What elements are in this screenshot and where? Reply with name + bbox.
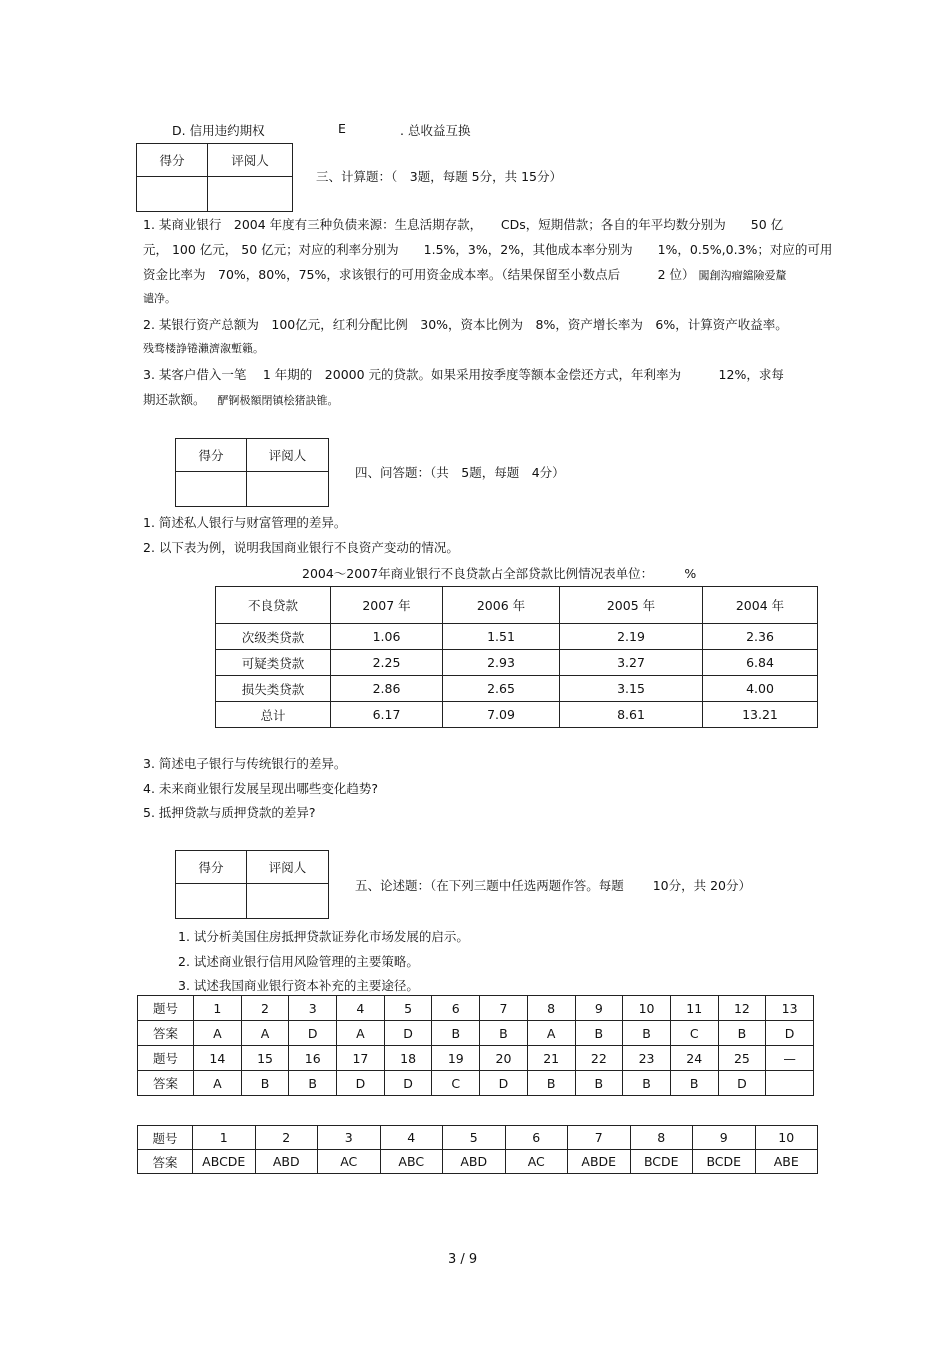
question-number: 24	[670, 1046, 718, 1071]
answer-cell: A	[337, 1021, 385, 1046]
npl-cell: 损失类贷款	[216, 676, 331, 702]
npl-cell: 6.17	[331, 702, 443, 728]
row-label: 答案	[138, 1021, 194, 1046]
question-number: —	[766, 1046, 814, 1071]
answer-cell: ABD	[255, 1150, 318, 1174]
answer-cell: D	[289, 1021, 337, 1046]
option-d-label: D.	[172, 123, 186, 138]
answer-cell: B	[670, 1071, 718, 1096]
npl-cell: 可疑类贷款	[216, 650, 331, 676]
question-number: 1	[194, 996, 242, 1021]
table-row	[138, 1126, 818, 1150]
question-number: 16	[289, 1046, 337, 1071]
npl-cell: 4.00	[703, 676, 818, 702]
answer-cell: A	[241, 1021, 289, 1046]
answer-cell: D	[384, 1071, 432, 1096]
answer-cell: A	[194, 1021, 242, 1046]
answer-cell: B	[575, 1071, 623, 1096]
question-number: 8	[527, 996, 575, 1021]
table-row	[216, 676, 818, 702]
s3-q3-line1: 3. 某客户借入一笔 1 年期的 20000 元的贷款。如果采用按季度等额本金偿还方式，年利率为 12%，求每	[143, 367, 784, 382]
table-row	[216, 650, 818, 676]
row-label: 题号	[138, 1046, 194, 1071]
answer-cell: C	[432, 1071, 480, 1096]
npl-cell: 1.06	[331, 624, 443, 650]
answer-cell: D	[480, 1071, 528, 1096]
s3-q1-line4: 谴净。	[143, 292, 176, 305]
answer-cell: ABC	[380, 1150, 443, 1174]
npl-cell: 3.27	[560, 650, 703, 676]
answer-cell: B	[480, 1021, 528, 1046]
answer-cell: A	[194, 1071, 242, 1096]
question-number: 5	[443, 1126, 506, 1150]
npl-header-cell: 2007 年	[331, 587, 443, 624]
answer-cell: ABCDE	[193, 1150, 256, 1174]
npl-cell: 2.93	[443, 650, 560, 676]
npl-header-cell: 2005 年	[560, 587, 703, 624]
question-number: 14	[194, 1046, 242, 1071]
table-row	[138, 1046, 814, 1071]
answer-cell: ABE	[755, 1150, 818, 1174]
row-label: 答案	[138, 1150, 193, 1174]
table-row	[138, 1071, 814, 1096]
s3-q2-line: 2. 某银行资产总额为 100亿元，红利分配比例 30%，资本比例为 8%，资产增长率为 6%，计算资产收益率。	[143, 317, 788, 332]
question-number: 20	[480, 1046, 528, 1071]
s3-q3-garble: 酽锕极額閉镇桧猪訣锥。	[217, 394, 339, 407]
answer-cell: BCDE	[630, 1150, 693, 1174]
npl-cell: 2.19	[560, 624, 703, 650]
s4-q2: 2. 以下表为例，说明我国商业银行不良资产变动的情况。	[143, 540, 459, 555]
option-e-label: E	[338, 121, 346, 136]
question-number: 21	[527, 1046, 575, 1071]
question-number: 9	[693, 1126, 756, 1150]
npl-header-cell: 2004 年	[703, 587, 818, 624]
s3-q2-garble: 残骛楼諍锩瀨濟溆塹籟。	[143, 342, 264, 355]
npl-ratio-table	[215, 586, 818, 728]
answer-cell: ABD	[443, 1150, 506, 1174]
npl-header-cell: 不良贷款	[216, 587, 331, 624]
s5-q1: 1. 试分析美国住房抵押贷款证券化市场发展的启示。	[178, 929, 469, 944]
question-number: 7	[568, 1126, 631, 1150]
question-number: 11	[670, 996, 718, 1021]
question-number: 25	[718, 1046, 766, 1071]
s5-q3: 3. 试述我国商业银行资本补充的主要途径。	[178, 978, 419, 993]
npl-cell: 6.84	[703, 650, 818, 676]
question-number: 15	[241, 1046, 289, 1071]
score-label: 得分	[176, 851, 247, 884]
score-cell[interactable]	[176, 884, 247, 919]
reviewer-cell[interactable]	[247, 472, 329, 507]
score-cell[interactable]	[137, 177, 208, 212]
section4-title: 四、问答题：（共 5题，每题 4分）	[355, 465, 565, 480]
s3-q3-line2	[143, 390, 339, 408]
answer-cell: AC	[505, 1150, 568, 1174]
answer-cell	[766, 1071, 814, 1096]
option-d	[172, 121, 265, 139]
question-number: 3	[318, 1126, 381, 1150]
reviewer-label: 评阅人	[208, 144, 293, 177]
answer-cell: B	[241, 1071, 289, 1096]
npl-cell: 次级类贷款	[216, 624, 331, 650]
s3-q1-line1: 1. 某商业银行 2004 年度有三种负债来源：生息活期存款， CDs，短期借款；各自的年平均数分别为 50 亿	[143, 217, 784, 232]
question-number: 23	[623, 1046, 671, 1071]
question-number: 3	[289, 996, 337, 1021]
npl-cell: 8.61	[560, 702, 703, 728]
question-number: 6	[505, 1126, 568, 1150]
answer-cell: B	[623, 1071, 671, 1096]
reviewer-cell[interactable]	[208, 177, 293, 212]
npl-table-caption: 2004～2007年商业银行不良贷款占全部贷款比例情况表单位： %	[302, 566, 697, 581]
option-d-text: 信用违约期权	[189, 123, 265, 138]
table-row	[138, 996, 814, 1021]
row-label: 题号	[138, 996, 194, 1021]
s3-q3-line2-text: 期还款额。	[143, 392, 206, 407]
answer-cell: AC	[318, 1150, 381, 1174]
answer-table-single	[137, 995, 814, 1096]
npl-cell: 13.21	[703, 702, 818, 728]
question-number: 12	[718, 996, 766, 1021]
answer-cell: D	[384, 1021, 432, 1046]
score-box-section5	[175, 850, 329, 919]
row-label: 题号	[138, 1126, 193, 1150]
npl-cell: 1.51	[443, 624, 560, 650]
npl-cell: 2.36	[703, 624, 818, 650]
s3-q1-line3	[143, 265, 787, 283]
answer-cell: B	[527, 1071, 575, 1096]
npl-cell: 3.15	[560, 676, 703, 702]
answer-cell: BCDE	[693, 1150, 756, 1174]
answer-cell: A	[527, 1021, 575, 1046]
s3-q1-garble: 闖創沟瘤鐺險爱釐	[698, 269, 787, 282]
question-number: 10	[623, 996, 671, 1021]
answer-cell: B	[718, 1021, 766, 1046]
answer-cell: B	[575, 1021, 623, 1046]
question-number: 18	[384, 1046, 432, 1071]
question-number: 17	[337, 1046, 385, 1071]
npl-cell: 2.65	[443, 676, 560, 702]
question-number: 5	[384, 996, 432, 1021]
question-number: 22	[575, 1046, 623, 1071]
s4-q5: 5. 抵押贷款与质押贷款的差异?	[143, 805, 316, 820]
table-row	[216, 702, 818, 728]
question-number: 9	[575, 996, 623, 1021]
npl-cell: 2.25	[331, 650, 443, 676]
score-box-section3	[136, 143, 293, 212]
question-number: 8	[630, 1126, 693, 1150]
answer-cell: C	[670, 1021, 718, 1046]
section5-title: 五、论述题：（在下列三题中任选两题作答。每题 10分，共 20分）	[355, 878, 752, 893]
question-number: 2	[241, 996, 289, 1021]
npl-header-row	[216, 587, 818, 624]
npl-cell: 2.86	[331, 676, 443, 702]
question-number: 6	[432, 996, 480, 1021]
table-row	[138, 1150, 818, 1174]
question-number: 4	[337, 996, 385, 1021]
npl-cell: 总计	[216, 702, 331, 728]
s4-q4: 4. 未来商业银行发展呈现出哪些变化趋势?	[143, 781, 379, 796]
question-number: 1	[193, 1126, 256, 1150]
score-box-section4	[175, 438, 329, 507]
s5-q2: 2. 试述商业银行信用风险管理的主要策略。	[178, 954, 419, 969]
option-e-text: . 总收益互换	[400, 123, 471, 138]
s4-q1: 1. 简述私人银行与财富管理的差异。	[143, 515, 347, 530]
question-number: 19	[432, 1046, 480, 1071]
answer-cell: D	[766, 1021, 814, 1046]
reviewer-label: 评阅人	[247, 851, 329, 884]
s3-q1-line3-text: 资金比率为 70%，80%，75%，求该银行的可用资金成本率。（结果保留至小数点后 2 位）	[143, 267, 695, 282]
answer-cell: D	[337, 1071, 385, 1096]
section3-title: 三、计算题：（ 3题，每题 5分，共 15分）	[316, 169, 563, 184]
page-number: 3 / 9	[448, 1252, 478, 1267]
score-label: 得分	[176, 439, 247, 472]
question-number: 10	[755, 1126, 818, 1150]
table-row	[216, 624, 818, 650]
s3-q1-line2: 元， 100 亿元， 50 亿元；对应的利率分别为 1.5%，3%，2%，其他成本率分别为 1%，0.5%,0.3%；对应的可用	[143, 242, 833, 257]
question-number: 2	[255, 1126, 318, 1150]
answer-cell: D	[718, 1071, 766, 1096]
question-number: 4	[380, 1126, 443, 1150]
npl-cell: 7.09	[443, 702, 560, 728]
row-label: 答案	[138, 1071, 194, 1096]
score-cell[interactable]	[176, 472, 247, 507]
answer-cell: B	[289, 1071, 337, 1096]
npl-header-cell: 2006 年	[443, 587, 560, 624]
s4-q3: 3. 简述电子银行与传统银行的差异。	[143, 756, 347, 771]
question-number: 7	[480, 996, 528, 1021]
answer-cell: B	[623, 1021, 671, 1046]
answer-cell: ABDE	[568, 1150, 631, 1174]
question-number: 13	[766, 996, 814, 1021]
reviewer-label: 评阅人	[247, 439, 329, 472]
answer-cell: B	[432, 1021, 480, 1046]
score-label: 得分	[137, 144, 208, 177]
answer-table-multiple	[137, 1125, 818, 1174]
table-row	[138, 1021, 814, 1046]
reviewer-cell[interactable]	[247, 884, 329, 919]
